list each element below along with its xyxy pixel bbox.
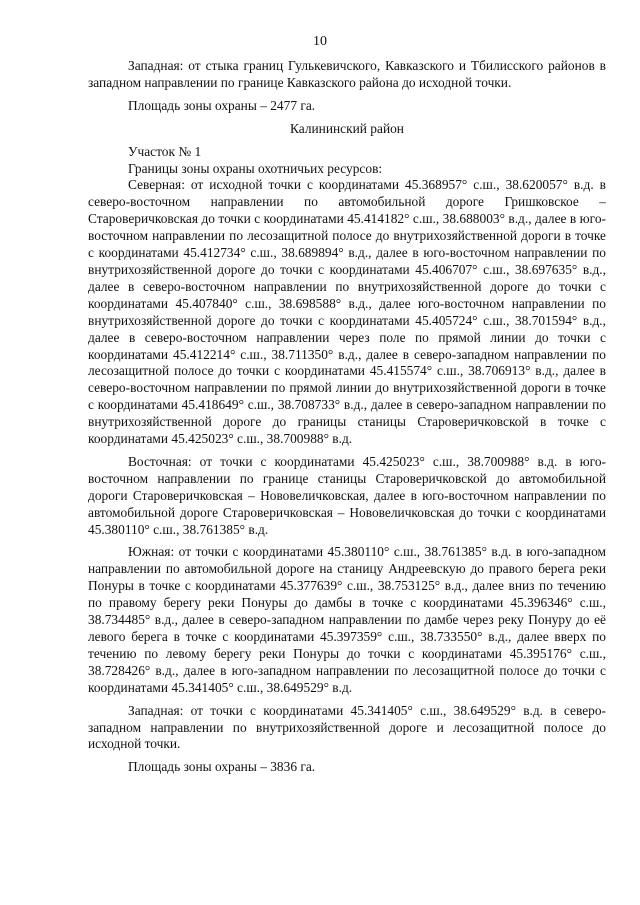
paragraph-west-previous: Западная: от стыка границ Гулькевичского, Кавказского и Тбилисского районов в западном направлении по границе Кавказского района до исходной точки. (88, 58, 606, 90)
paragraph-north-border: Северная: от исходной точки с координатами 45.368957° с.ш., 38.620057° в.д. в северо-восточном направлении по автомобильной дороге Гришковское – Староверичковская до точки с координатами 45.414182° с.ш., 38.688003° в.д., далее в юго-восточном направлении по лесозащитной полосе до внутрихозяйственной дороги в точке с координатами 45.412734° с.ш., 38.689894° в.д., далее в юго-восточном направлении по внутрихозяйственной дороге до точки с координатами 45.406707° с.ш., 38.697635° в.д., далее в северо-восточном направлении по внутрихозяйственной дороге до точки с координатами 45.407840° с.ш., 38.698588° в.д., далее юго-восточном направлении по внутрихозяйственной дороге до точки с координатами 45.405724° с.ш., 38.701594° в.д., далее в северо-восточном направлении через поле по прямой линии до точки с координатами 45.412214° с.ш., 38.711350° в.д., далее в северо-западном направлении по лесозащитной полосе до точки с координатами 45.415574° с.ш., 38.706913° в.д., далее в северо-восточном направлении по прямой линии до внутрихозяйственной дороги в точке с координатами 45.418649° с.ш., 38.708733° в.д., далее в северо-западном направлении по внутрихозяйственной дороге до границы станицы Староверичковской в точке с координатами 45.425023° с.ш., 38.700988° в.д. (88, 177, 606, 447)
paragraph-area-previous: Площадь зоны охраны – 2477 га. (128, 97, 316, 113)
paragraph-south-border: Южная: от точки с координатами 45.380110° с.ш., 38.761385° в.д. в юго-западном направлении по автомобильной дороге на станицу Андреевскую до правого берега реки Понуры в точке с координатами 45.377639° с.ш., 38.753125° в.д., далее вниз по течению по правому берегу реки Понуры до дамбы в точке с координатами 45.396346° с.ш., 38.734485° в.д., далее в северо-западном направлении по дамбе через реку Понуру до её левого берега в точке с координатами 45.397359° с.ш., 38.733550° в.д., далее вверх по течению по левому берегу реки Понуры до точки с координатами 45.395176° с.ш., 38.728426° в.д., далее в юго-западном направлении по лесозащитной полосе до точки с координатами 45.341405° с.ш., 38.649529° в.д. (88, 544, 606, 695)
district-heading: Калининский район (290, 120, 404, 136)
plot-title: Участок № 1 (128, 143, 202, 159)
paragraph-west-border: Западная: от точки с координатами 45.341405° с.ш., 38.649529° в.д. в северо-западном направлении по внутрихозяйственной дороге и лесозащитной полосе до исходной точки. (88, 702, 606, 752)
page-number: 10 (313, 34, 327, 49)
borders-title: Границы зоны охраны охотничьих ресурсов: (128, 160, 383, 176)
paragraph-east-border: Восточная: от точки с координатами 45.425023° с.ш., 38.700988° в.д. в юго-восточном направлении по границе станицы Староверичковской до автомобильной дороги Староверичковская – Нововеличковская, далее в юго-восточном направлении по автомобильной дороге Староверичковская – Нововеличковская до точки с координатами 45.380110° с.ш., 38.761385° в.д. (88, 453, 606, 537)
paragraph-area: Площадь зоны охраны – 3836 га. (128, 759, 316, 775)
document-body (88, 58, 606, 776)
